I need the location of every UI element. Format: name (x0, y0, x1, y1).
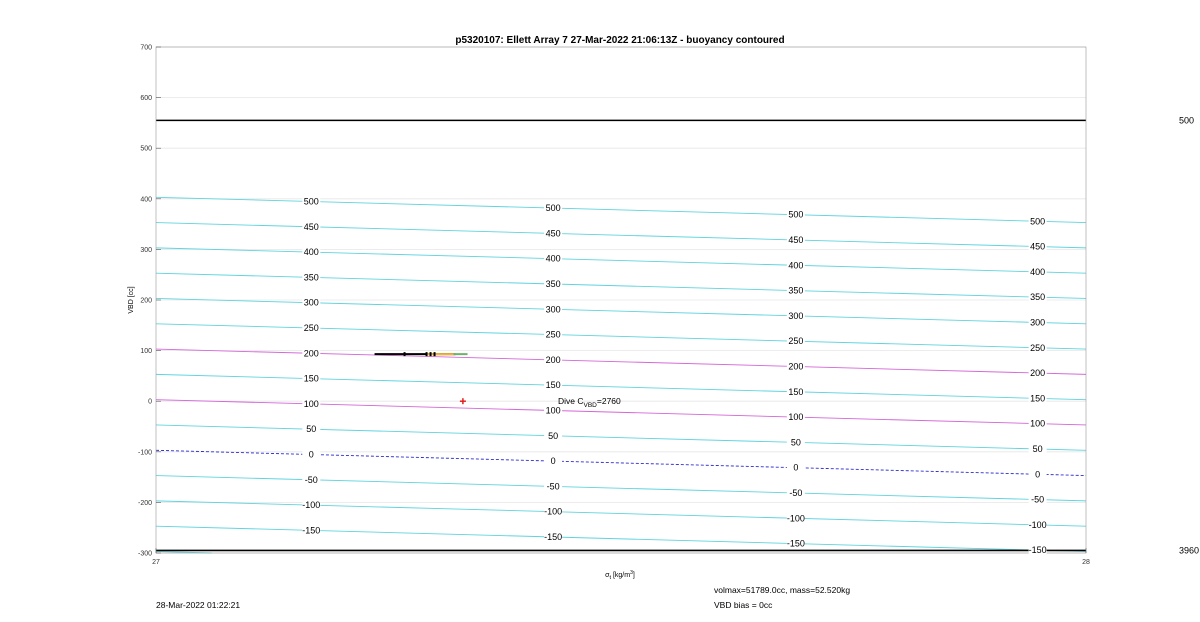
contour-label: 300 (788, 310, 804, 321)
y-tick-label: -300 (137, 550, 152, 558)
contour-label: 400 (1030, 266, 1046, 277)
contour-label: 350 (303, 272, 319, 283)
contour-line-50 (156, 425, 1086, 450)
contour-label: 150 (303, 373, 319, 384)
contour-line-250 (156, 324, 1086, 349)
y-tick-label: -200 (137, 499, 152, 507)
contour-label: -50 (789, 487, 803, 498)
contour-label: -150 (302, 525, 321, 536)
y-tick-label: 0 (148, 398, 152, 406)
x-tick-label: 28 (1082, 559, 1090, 566)
contour-label: 150 (788, 386, 804, 397)
limit-label-3960: 3960 (1179, 545, 1200, 556)
contour-label: 300 (1030, 317, 1046, 328)
grid (156, 47, 1086, 556)
contour-label: -150 (786, 538, 805, 549)
contour-label: 0 (793, 462, 799, 473)
contour-line-500 (156, 197, 1086, 222)
contour-label: 450 (303, 221, 319, 232)
contour-line-300 (156, 298, 1086, 323)
contour-line-100 (156, 400, 1086, 425)
x-axis-label: $\sigma_t$ $[kg/m^3]$ (605, 570, 635, 581)
contour-line-450 (156, 223, 1086, 248)
contour-label: -100 (1028, 519, 1047, 530)
contour-label: -50 (546, 481, 560, 492)
contour-label: 0 (308, 449, 314, 460)
y-tick-label: 200 (140, 297, 152, 305)
contour-label: 100 (303, 398, 319, 409)
contour-label: 400 (303, 247, 319, 258)
contour-label: 400 (788, 260, 804, 271)
contour-label: 150 (545, 380, 561, 391)
contour-label: 500 (545, 203, 561, 214)
contour-label: -100 (544, 506, 563, 517)
contour-label: 50 (790, 437, 801, 448)
contour-line-350 (156, 273, 1086, 298)
contour-label: 100 (545, 405, 561, 416)
contour-label: 50 (1032, 443, 1043, 454)
vbd-bias-text: VBD bias = 0cc (714, 600, 773, 610)
contour-label: 200 (545, 354, 561, 365)
contour-label: 250 (788, 336, 804, 347)
dive-trace (375, 352, 468, 404)
contour-line--100 (156, 501, 1086, 526)
contour-label: 500 (303, 196, 319, 207)
contour-label: 300 (303, 297, 319, 308)
contour-label: -100 (302, 500, 321, 511)
contour-label: 400 (545, 253, 561, 264)
contour-label: 0 (550, 456, 556, 467)
contour-label: 200 (788, 361, 804, 372)
contour-label: 0 (1035, 469, 1041, 480)
contour-label: -100 (786, 513, 805, 524)
contour-label: -150 (544, 531, 563, 542)
chart-title: p5320107: Ellett Array 7 27-Mar-2022 21:06:13Z - buoyancy contoured (455, 35, 785, 46)
y-tick-label: 100 (140, 348, 152, 356)
contour-label: 350 (545, 278, 561, 289)
contour-labels (302, 197, 1046, 556)
dive-cvbd-annotation: Dive $C_{VBD}=2760$ (558, 396, 621, 409)
contour-line-400 (156, 248, 1086, 273)
volmax-text: volmax=51789.0cc, mass=52.520kg (714, 585, 851, 595)
contour-lines (156, 197, 1086, 556)
contour-line-200 (156, 349, 1086, 374)
x-tick-label: 27 (152, 559, 160, 566)
contour-line-0 (156, 450, 1086, 475)
contour-label: 350 (788, 285, 804, 296)
contour-label: 250 (545, 329, 561, 340)
contour-label: 250 (303, 323, 319, 334)
contour-line--50 (156, 476, 1086, 501)
contour-label: 50 (306, 424, 317, 435)
contour-label: -150 (1028, 545, 1047, 556)
contour-label: 450 (1030, 241, 1046, 252)
contour-label: 200 (1030, 368, 1046, 379)
limit-label-500: 500 (1179, 115, 1195, 126)
contour-label: 200 (303, 348, 319, 359)
contour-label: 100 (788, 412, 804, 423)
contour-label: 450 (545, 228, 561, 239)
contour-label: 500 (788, 209, 804, 220)
y-tick-label: 400 (140, 196, 152, 204)
y-tick-label: -100 (137, 449, 152, 457)
contour-label: 50 (548, 430, 559, 441)
contour-label: 450 (788, 234, 804, 245)
contour-line--150 (156, 526, 1086, 551)
y-tick-label: 700 (140, 44, 152, 52)
contour-label: 500 (1030, 216, 1046, 227)
y-tick-label: 500 (140, 145, 152, 153)
y-axis-label: VBD [cc] (128, 286, 135, 314)
y-tick-label: 300 (140, 246, 152, 254)
contour-label: 150 (1030, 393, 1046, 404)
contour-label: -50 (1031, 494, 1045, 505)
contour-label: 250 (1030, 342, 1046, 353)
contour-label: 300 (545, 304, 561, 315)
contour-label: 350 (1030, 292, 1046, 303)
timestamp-text: 28-Mar-2022 01:22:21 (156, 600, 241, 610)
contour-label: 100 (1030, 418, 1046, 429)
y-tick-label: 600 (140, 95, 152, 103)
contour-label: -50 (304, 474, 318, 485)
contour-line-150 (156, 374, 1086, 399)
